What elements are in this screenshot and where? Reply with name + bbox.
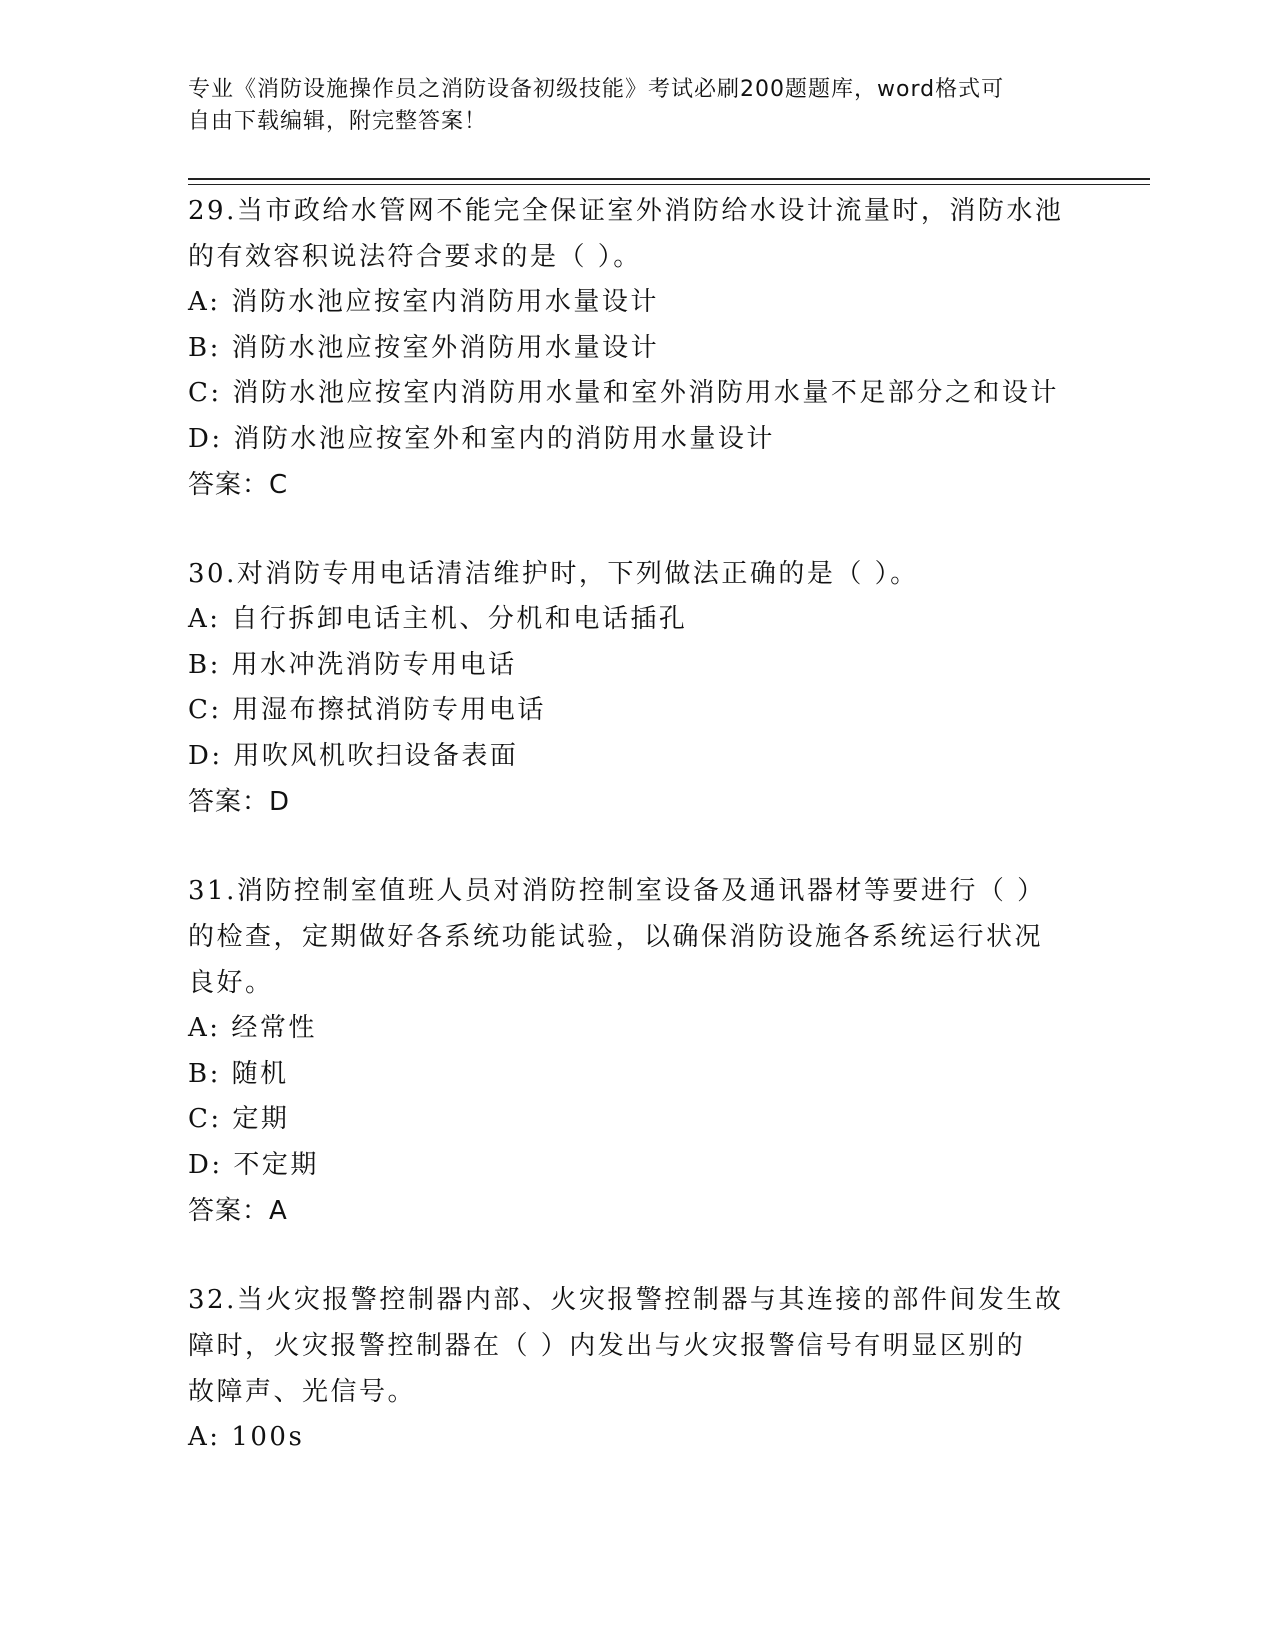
header-line-2: 自由下载编辑，附完整答案！: [188, 109, 488, 134]
option-a: [188, 1006, 1088, 1052]
option-text: 定期: [232, 1104, 290, 1134]
option-letter: D:: [188, 1149, 223, 1180]
option-letter: D:: [188, 423, 223, 454]
question-31: [188, 868, 1088, 1234]
option-b: [188, 326, 1088, 372]
option-letter: B:: [188, 1058, 221, 1089]
option-a: [188, 1415, 1088, 1461]
option-letter: B:: [188, 332, 221, 363]
answer-line: [188, 462, 1088, 508]
option-c: [188, 371, 1088, 417]
answer-value: D: [269, 787, 291, 817]
question-stem-line: 的有效容积说法符合要求的是（ ）。: [188, 242, 642, 272]
option-c: [188, 1097, 1088, 1143]
option-c: [188, 688, 1088, 734]
option-text: 消防水池应按室内消防用水量设计: [231, 287, 659, 317]
option-text: 消防水池应按室内消防用水量和室外消防用水量不足部分之和设计: [232, 378, 1059, 408]
answer-label: 答案：: [188, 1196, 270, 1226]
option-letter: A:: [188, 1013, 221, 1043]
option-text: 消防水池应按室外和室内的消防用水量设计: [233, 423, 775, 454]
option-text: 经常性: [231, 1013, 317, 1043]
question-29: [188, 188, 1088, 508]
option-letter: C:: [188, 378, 222, 408]
option-text: 随机: [231, 1058, 289, 1089]
answer-value: A: [269, 1196, 288, 1226]
option-letter: A:: [188, 1422, 221, 1452]
question-stem-line: 32.当火灾报警控制器内部、火灾报警控制器与其连接的部件间发生故: [188, 1285, 1064, 1315]
option-text: 消防水池应按室外消防用水量设计: [231, 332, 660, 363]
option-letter: B:: [188, 649, 221, 680]
option-letter: C:: [188, 695, 222, 725]
question-stem-line: 30.对消防专用电话清洁维护时，下列做法正确的是（ ）。: [188, 559, 919, 589]
option-b: [188, 643, 1088, 689]
document-header: [188, 74, 1088, 138]
option-letter: D:: [188, 740, 223, 771]
option-text: 不定期: [233, 1149, 319, 1180]
option-text: 用水冲洗消防专用电话: [231, 649, 517, 680]
answer-line: [188, 779, 1088, 825]
option-d: [188, 1143, 1088, 1189]
question-stem-line: 的检查，定期做好各系统功能试验，以确保消防设施各系统运行状况: [188, 922, 1044, 952]
option-letter: A:: [188, 604, 221, 634]
option-d: [188, 734, 1088, 780]
option-text: 用湿布擦拭消防专用电话: [232, 695, 546, 725]
question-stem-line: 良好。: [188, 968, 274, 998]
question-stem-line: 29.当市政给水管网不能完全保证室外消防给水设计流量时，消防水池: [188, 196, 1064, 226]
question-list: [188, 188, 1088, 1504]
answer-value: C: [269, 470, 289, 500]
answer-label: 答案：: [188, 787, 270, 817]
answer-label: 答案：: [188, 470, 270, 500]
question-stem-line: 故障声、光信号。: [188, 1377, 417, 1407]
header-divider-thin: [188, 184, 1150, 185]
option-a: [188, 597, 1088, 643]
question-stem-line: 障时，火灾报警控制器在（ ）内发出与火灾报警信号有明显区别的: [188, 1331, 1026, 1361]
option-letter: C:: [188, 1104, 222, 1134]
answer-line: [188, 1188, 1088, 1234]
question-stem-line: 31.消防控制室值班人员对消防控制室设备及通讯器材等要进行（ ）: [188, 876, 1046, 906]
header-line-1: 专业《消防设施操作员之消防设备初级技能》考试必刷200题题库，word格式可: [188, 77, 1005, 102]
option-b: [188, 1052, 1088, 1098]
option-text: 100s: [231, 1422, 305, 1452]
option-a: [188, 280, 1088, 326]
option-d: [188, 417, 1088, 463]
option-letter: A:: [188, 287, 221, 317]
question-30: [188, 551, 1088, 825]
question-32: [188, 1277, 1088, 1461]
option-text: 自行拆卸电话主机、分机和电话插孔: [231, 604, 688, 634]
option-text: 用吹风机吹扫设备表面: [233, 740, 519, 771]
header-divider-thick: [188, 178, 1150, 180]
